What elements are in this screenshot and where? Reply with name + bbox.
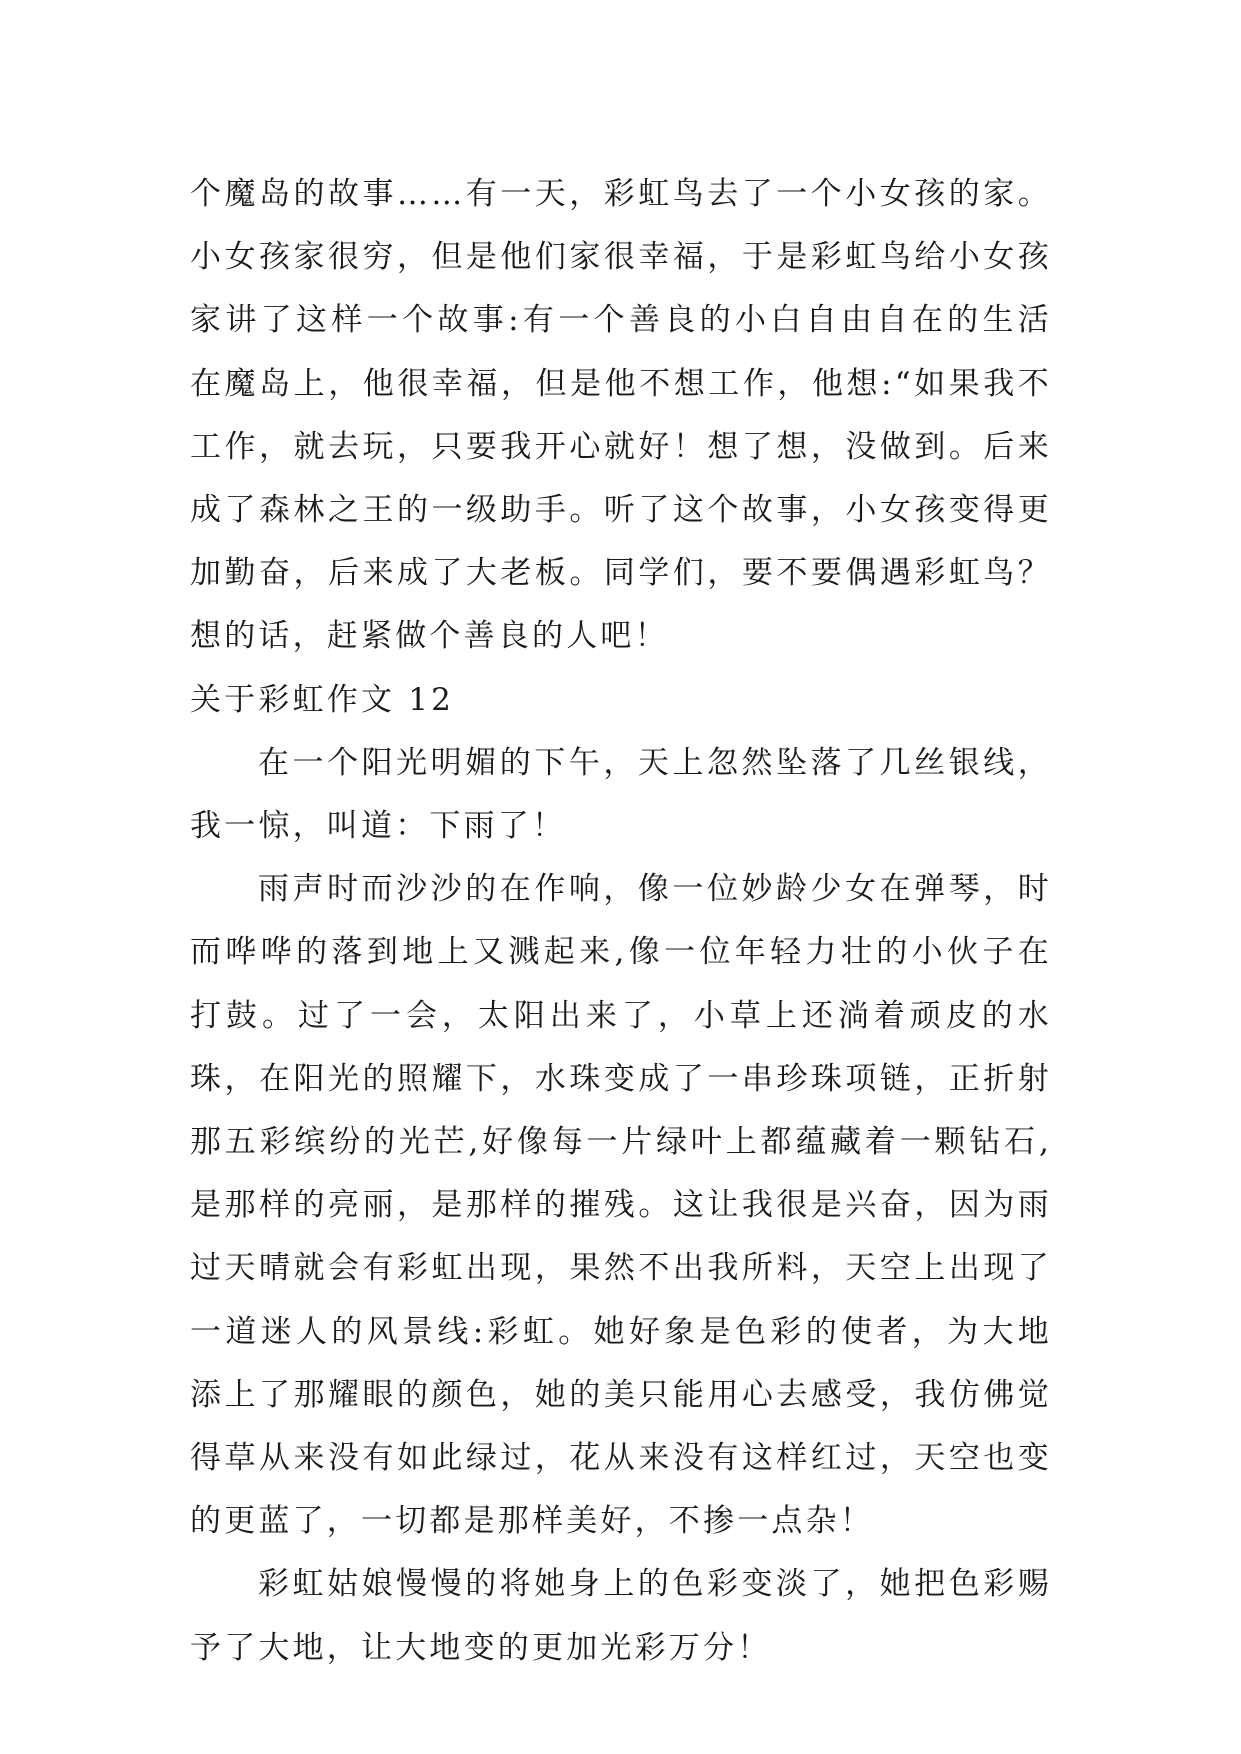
document-body (190, 163, 1052, 1680)
essay-paragraph-1: 在一个阳光明媚的下午，天上忽然坠落了几丝银线，我一惊，叫道：下雨了！ (190, 744, 1052, 845)
essay-heading: 关于彩虹作文 12 (190, 681, 455, 718)
essay-paragraph-3: 彩虹姑娘慢慢的将她身上的色彩变淡了，她把色彩赐予了大地，让大地变的更加光彩万分！ (190, 1566, 1052, 1666)
essay-paragraph-2: 雨声时而沙沙的在作响，像一位妙龄少女在弹琴，时而哗哗的落到地上又溅起来,像一位年轻力壮的小伙子在打鼓。过了一会，太阳出来了，小草上还淌着顽皮的水珠，在阳光的照耀下，水珠变成了一串珍珠项链，正折射那五彩缤纷的光芒,好像每一片绿叶上都蕴藏着一颗钻石,是那样的亮丽，是那样的摧残。这让我很是兴奋，因为雨过天晴就会有彩虹出现，果然不出我所料，天空上出现了一道迷人的风景线:彩虹。她好象是色彩的使者，为大地添上了那耀眼的颜色，她的美只能用心去感受，我仿佛觉得草从来没有如此绿过，花从来没有这样红过，天空也变的更蓝了，一切都是那样美好，不掺一点杂！ (190, 871, 1052, 1540)
story-paragraph: 个魔岛的故事……有一天，彩虹鸟去了一个小女孩的家。小女孩家很穷，但是他们家很幸福，于是彩虹鸟给小女孩家讲了这样一个故事:有一个善良的小白自由自在的生活在魔岛上，他很幸福，但是他不想工作，他想:“如果我不工作，就去玩，只要我开心就好！想了想，没做到。后来成了森林之王的一级助手。听了这个故事，小女孩变得更加勤奋，后来成了大老板。同学们，要不要偶遇彩虹鸟？想的话，赶紧做个善良的人吧！ (190, 176, 1052, 655)
